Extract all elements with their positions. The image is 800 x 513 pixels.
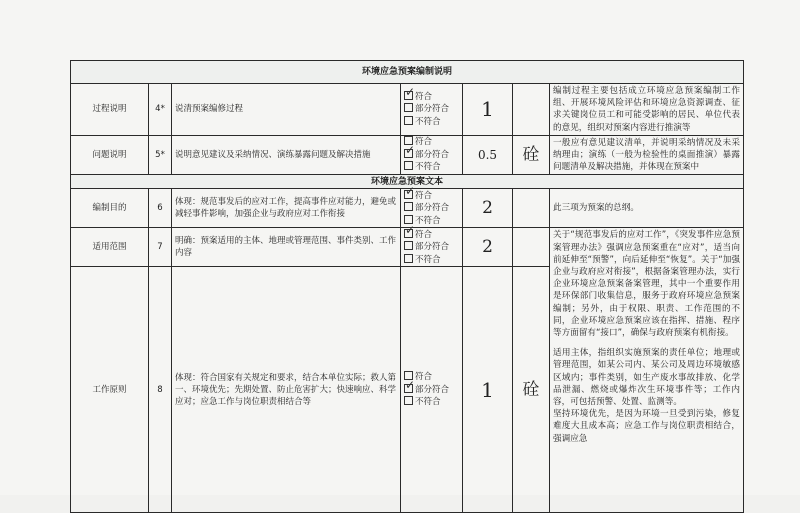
option-label: 部分符合 [415,203,450,214]
checkbox[interactable] [404,254,413,263]
criterion-text: 说清预案编修过程 [172,84,401,136]
note-text: 一般应有意见建议清单，并说明采纳情况及未采纳理由；演练（一般为检验性的桌面推演）暴露问题清单及解决措施，并体现在预案中 [553,137,740,173]
criterion-text: 体现：规范事发后的应对工作，提高事件应对能力，避免或减轻事件影响，加强企业与政府应对工作衔接 [172,189,401,228]
option-noncompliant[interactable] [404,254,459,267]
item-name: 问题说明 [71,135,149,175]
option-noncompliant[interactable] [404,116,459,129]
table-row [71,228,744,267]
option-label: 不符合 [415,162,441,173]
handwritten-score: 2 [463,189,513,228]
review-table [70,60,744,513]
checkbox[interactable] [404,241,413,250]
option-label: 部分符合 [415,242,450,253]
note-text: 关于“规范事发后的应对工作”，《突发事件应急预案管理办法》强调应急预案重在“应对”，适当向前延伸至“预警”，向后延伸至“恢复”。关于“加强企业与政府应对衔接”，根据备案管理办法，实行企业环境应急预案备案管理，其中一个重要作用是环保部门收集信息，服务于政府环境应急预案编制；另外，由于权限、职责、工作范围的不同，企业环境应急预案应该在指挥、措施、程序等方面留有“接口”，确保与政府预案有机衔接。 [553,230,740,339]
option-label: 部分符合 [415,104,450,115]
explanation-note [550,84,744,136]
note-text: 坚持环境优先，是因为环境一旦受到污染，修复难度大且成本高；应急工作与岗位职责相结合，强调应急 [553,409,740,444]
criterion-text: 说明意见建议及采纳情况、演练暴露问题及解决措施 [172,135,401,175]
checkbox[interactable] [404,396,413,405]
handwritten-rating: 硂 [513,267,550,513]
review-table-frame [70,60,743,490]
explanation-note [550,189,744,228]
option-compliant[interactable] [404,222,459,242]
item-name: 适用范围 [71,228,149,267]
option-label: 不符合 [415,397,441,408]
handwritten-score: 0.5 [463,135,513,175]
option-label: 不符合 [415,254,441,265]
section-title: 环境应急预案文本 [71,175,744,189]
option-noncompliant[interactable] [404,396,459,409]
option-label: 符合 [415,190,433,201]
option-label: 不符合 [415,215,441,226]
checkbox[interactable] [404,161,413,170]
item-name: 编制目的 [71,189,149,228]
compliance-options [401,222,463,267]
handwritten-score: 2 [463,228,513,267]
compliance-options [401,135,463,175]
handwritten-score: 1 [463,84,513,136]
handwritten-rating [513,228,550,267]
check-mark-icon: ✓ [405,142,416,157]
option-partial[interactable] [404,241,459,254]
compliance-options [401,267,463,513]
handwritten-rating [513,189,550,228]
note-text: 编制过程主要包括成立环境应急预案编制工作组、开展环境风险评估和环境应急资源调查、征求关键岗位员工和可能受影响的居民、单位代表的意见，组织对预案内容进行推演等 [553,86,740,133]
option-label: 符合 [415,137,433,148]
item-number: 5* [149,135,172,175]
table-row [71,84,744,136]
check-mark-icon: ✓ [405,183,416,198]
section-header [71,61,744,84]
item-number: 4* [149,84,172,136]
explanation-note-merged [550,228,744,513]
checkbox[interactable] [404,103,413,112]
handwritten-rating: 硂 [513,135,550,175]
handwritten-score: 1 [463,267,513,513]
option-compliant[interactable] [404,183,459,203]
handwritten-rating [513,84,550,136]
option-label: 符合 [415,229,433,240]
item-number: 7 [149,228,172,267]
criterion-text: 明确：预案适用的主体、地理或管理范围、事件类别、工作内容 [172,228,401,267]
option-label: 不符合 [415,116,441,127]
explanation-note [550,135,744,175]
item-number: 8 [149,267,172,513]
option-label: 部分符合 [415,384,450,395]
option-label: 部分符合 [415,149,450,160]
checkbox[interactable] [404,202,413,211]
option-partial[interactable] [404,103,459,116]
criterion-text: 体现：符合国家有关规定和要求，结合本单位实际；救人第一、环境优先；先期处置、防止危害扩大；快速响应、科学应对；应急工作与岗位职责相结合等 [172,267,401,513]
checkbox[interactable] [404,116,413,125]
note-text: 此三项为预案的总纲。 [553,203,639,214]
note-text: 适用主体，指组织实施预案的责任单位；地理或管理范围，如某公司内、某公司及周边环境敏感区域内；事件类别，如生产废水事故排放、化学品泄漏、燃烧或爆炸次生环境事件等；工作内容，可包括预警、处置、监测等。 [553,348,740,408]
item-name: 工作原则 [71,267,149,513]
option-noncompliant[interactable] [404,161,459,174]
check-mark-icon: ✓ [405,84,416,99]
option-label: 符合 [415,91,433,102]
check-mark-icon: ✓ [405,222,416,237]
option-label: 符合 [415,372,433,383]
option-partial[interactable] [404,202,459,215]
item-name: 过程说明 [71,84,149,136]
check-mark-icon: ✓ [405,377,416,392]
table-row [71,135,744,175]
option-partial[interactable] [404,142,459,162]
compliance-options [401,84,463,136]
option-compliant[interactable] [404,84,459,104]
section-title: 环境应急预案编制说明 [71,61,744,84]
option-partial[interactable] [404,377,459,397]
item-number: 6 [149,189,172,228]
